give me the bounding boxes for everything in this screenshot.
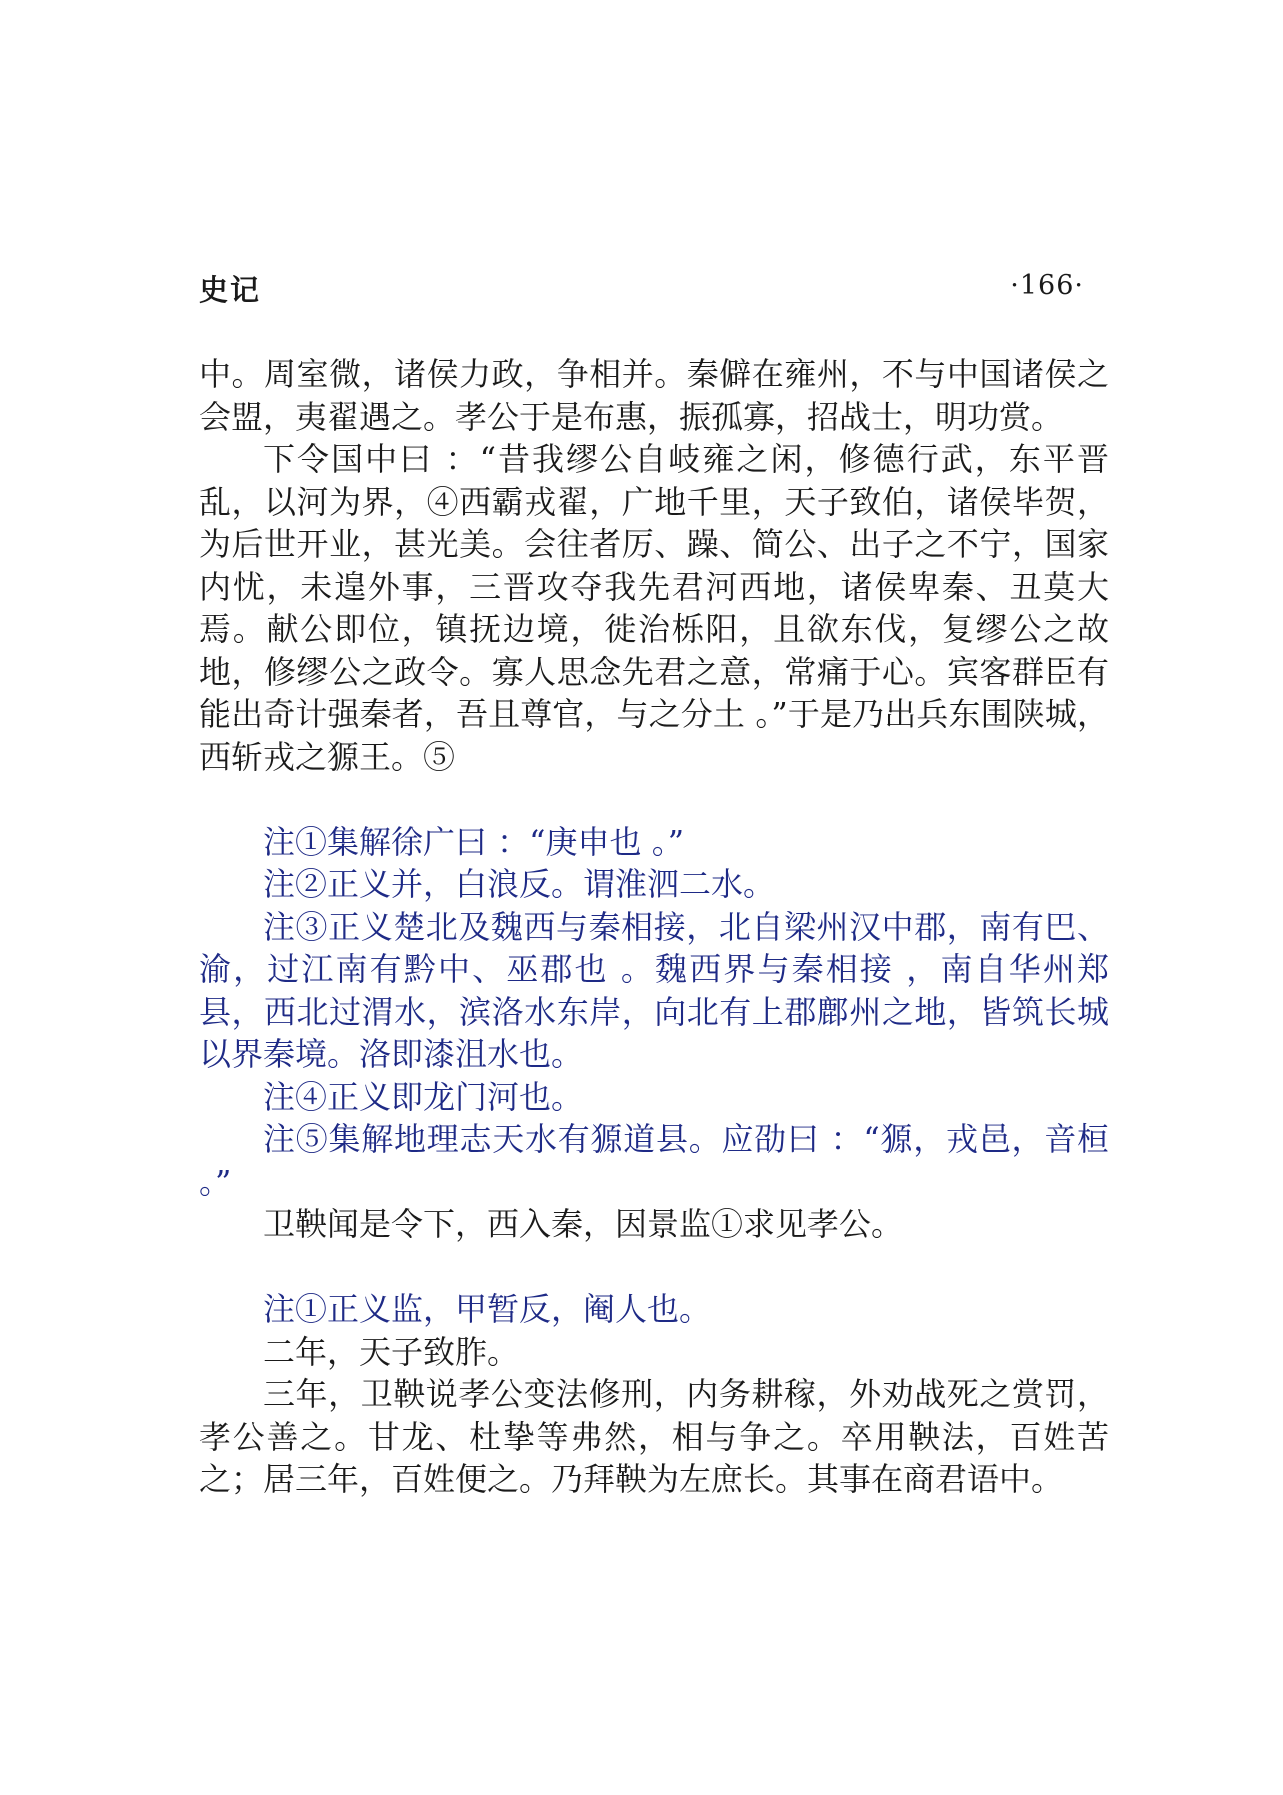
paragraph-year-two: 二年，天子致胙。 bbox=[263, 1332, 520, 1371]
paragraph-year-three: 三年，卫鞅说孝公变法修刑，内务耕稼，外劝战死之赏罚，孝公善之。甘龙、杜挚等弗然，相与争之。卒用鞅法，百姓苦之；居三年，百姓便之。乃拜鞅为左庶长。其事在商君语中。 bbox=[199, 1375, 1109, 1498]
note-6: 注①正义监，甲暂反，阉人也。 bbox=[263, 1290, 712, 1328]
note-5: 注⑤集解地理志天水有獂道县。应劭曰 ：“獂，戎邑，音桓 。” bbox=[199, 1120, 1109, 1201]
paragraph-wei-yang: 卫鞅闻是令下，西入秦，因景监①求见孝公。 bbox=[263, 1205, 904, 1243]
body-text bbox=[199, 353, 1109, 1501]
page-header bbox=[199, 268, 1084, 312]
book-title: 史记 bbox=[199, 273, 262, 307]
note-2: 注②正义并，白浪反。谓淮泗二水。 bbox=[263, 865, 776, 903]
paragraph-decree: 下令国中曰 ：“昔我缪公自岐雍之闲，修德行武，东平晋乱，以河为界，④西霸戎翟，广地千里，天子致伯，诸侯毕贺，为后世开业，甚光美。会往者厉、躁、简公、出子之不宁，国家内忧，未遑外事，三晋攻夺我先君河西地，诸侯卑秦、丑莫大焉。献公即位，镇抚边境，徙治栎阳，且欲东伐，复缪公之故地，修缪公之政令。寡人思念先君之意，常痛于心。宾客群臣有能出奇计强秦者，吾且尊官，与之分土 。”于是乃出兵东围陕城，西斩戎之獂王。⑤ bbox=[199, 440, 1109, 776]
spacer bbox=[199, 778, 1109, 821]
spacer bbox=[199, 1246, 1109, 1289]
note-3: 注③正义楚北及魏西与秦相接，北自梁州汉中郡，南有巴、渝，过江南有黔中、巫郡也 。魏西界与秦相接 ，南自华州郑县，西北过渭水，滨洛水东岸，向北有上郡鄜州之地，皆筑长城以界秦境。洛即漆沮水也。 bbox=[199, 907, 1109, 1073]
note-4: 注④正义即龙门河也。 bbox=[263, 1077, 584, 1116]
page-number: ·166· bbox=[1010, 270, 1084, 301]
paragraph-continuation: 中。周室微，诸侯力政，争相并。秦僻在雍州，不与中国诸侯之会盟，夷翟遇之。孝公于是布惠，振孤寡，招战士，明功赏。 bbox=[199, 355, 1109, 436]
note-1: 注①集解徐广曰 ：“庚申也 。” bbox=[263, 822, 685, 861]
